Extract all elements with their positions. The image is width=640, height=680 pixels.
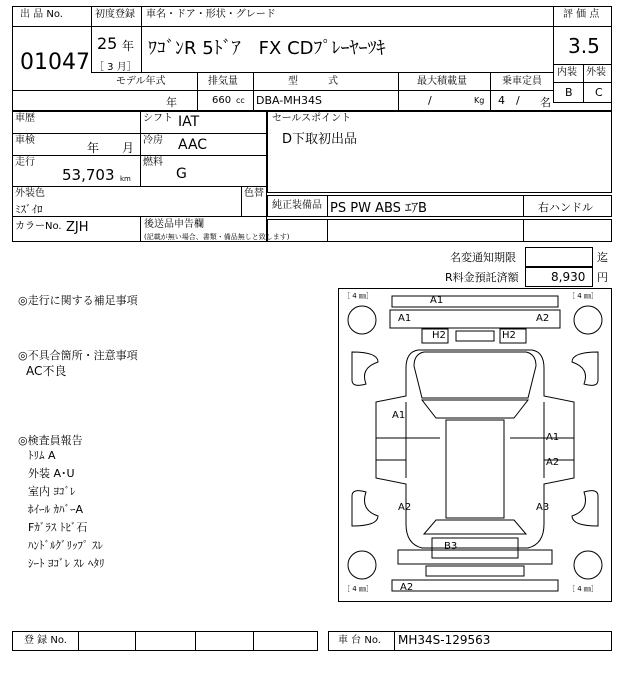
displacement-value: 660 xyxy=(212,95,232,106)
header-divider xyxy=(91,72,553,73)
first-reg-year-unit: 年 xyxy=(122,39,135,53)
inspector-title: ◎検査員報告 xyxy=(18,434,83,447)
first-reg-month: ［ 3 月］ xyxy=(94,62,137,73)
name-change-box xyxy=(525,247,593,267)
mileage-unit: km xyxy=(120,175,131,183)
header-divider xyxy=(141,6,142,26)
displacement-unit: cc xyxy=(236,96,245,105)
name-change-unit: 迄 xyxy=(597,251,608,264)
damage-mark: B3 xyxy=(444,541,458,552)
color-no-value: ZJH xyxy=(66,220,89,235)
blank-row-divider xyxy=(327,219,328,242)
recycle-value: 8,930 xyxy=(551,270,586,284)
inspector-line: ﾄﾘﾑ A xyxy=(28,449,56,462)
front-fender-right xyxy=(572,352,598,385)
inspector-line: ｼｰﾄ ﾖｺﾞﾚ ｽﾚ ﾍﾀﾘ xyxy=(28,557,105,570)
inspector-line: 室内 ﾖｺﾞﾚ xyxy=(28,485,76,498)
interior-grade: B xyxy=(565,86,573,99)
wheel-rear-left xyxy=(348,551,376,579)
tire-depth-front-right: ［ 4 ㎜］ xyxy=(568,292,598,300)
footer-divider xyxy=(78,631,79,651)
car-name-label: 車名・ドア・形状・グレード xyxy=(146,9,276,20)
model-year-unit: 年 xyxy=(166,96,177,109)
shift-label: シフト xyxy=(143,113,173,124)
driving-notes-title: ◎走行に関する補足事項 xyxy=(18,294,138,307)
recycle-label: R料金預託済額 xyxy=(445,271,519,284)
color-change-label: 色替 xyxy=(244,188,264,199)
exterior-color-value: ﾐｽﾞｲﾛ xyxy=(15,203,43,216)
rear-bumper-panel xyxy=(392,580,558,591)
aircon-value: AAC xyxy=(178,137,208,153)
hood xyxy=(414,352,536,398)
steering-side: 右ハンドル xyxy=(538,201,593,214)
footer-divider xyxy=(253,631,254,651)
type-label: 型 式 xyxy=(288,76,338,87)
car-name: ﾜｺﾞﾝR 5ﾄﾞｱ FX CDﾌﾟﾚｰﾔｰﾂｷ xyxy=(148,38,386,59)
damage-mark: A1 xyxy=(392,410,406,421)
aircon-label: 冷房 xyxy=(143,135,163,146)
rear-fender-right xyxy=(572,491,598,526)
header-divider xyxy=(553,6,554,102)
damage-mark: A1 xyxy=(398,313,412,324)
tire-depth-front-left: ［ 4 ㎜］ xyxy=(343,292,373,300)
inspection-label: 車検 xyxy=(15,135,35,146)
inspection-year-unit: 年 xyxy=(87,141,100,155)
lot-no-value: 01047 xyxy=(20,50,90,75)
details-divider xyxy=(12,133,267,134)
damage-mark: A3 xyxy=(536,502,550,513)
model-divider xyxy=(490,72,491,111)
color-no-label: カラーNo. xyxy=(15,221,62,232)
footer-divider xyxy=(195,631,196,651)
header-divider xyxy=(553,102,612,103)
footer-divider xyxy=(135,631,136,651)
damage-mark: H2 xyxy=(502,330,516,341)
score-label: 評 価 点 xyxy=(563,9,600,20)
sales-point-label: セールスポイント xyxy=(272,113,352,124)
front-panel xyxy=(390,310,560,328)
grille xyxy=(456,331,494,341)
roof xyxy=(446,420,504,518)
rear-fender-left xyxy=(352,491,378,526)
max-load-slash: / xyxy=(428,94,432,107)
damage-mark: A2 xyxy=(536,313,550,324)
blank-row-divider xyxy=(523,219,524,242)
inspector-line: ﾊﾝﾄﾞﾙｸﾞﾘｯﾌﾟ ｽﾚ xyxy=(28,539,103,552)
tire-depth-rear-right: ［ 4 ㎜］ xyxy=(568,585,598,593)
chassis-no-label: 車 台 No. xyxy=(338,635,381,646)
capacity-label: 乗車定員 xyxy=(502,76,542,87)
fuel-value: G xyxy=(176,166,187,182)
inspector-line: 外装 A･U xyxy=(28,467,75,480)
windshield xyxy=(422,400,528,418)
exterior-grade: C xyxy=(595,86,603,99)
equipment-value: PS PW ABS ｴｱB xyxy=(330,201,427,216)
fuel-label: 燃料 xyxy=(143,157,163,168)
rear-light-bar xyxy=(426,566,524,576)
aftermarket-label: 後送品申告欄 xyxy=(144,219,204,230)
displacement-label: 排気量 xyxy=(208,76,238,87)
details-divider xyxy=(12,186,267,187)
damage-mark: A2 xyxy=(400,582,414,593)
name-change-label: 名変通知期限 xyxy=(450,251,516,264)
wheel-rear-right xyxy=(574,551,602,579)
header-divider xyxy=(12,26,91,27)
type-code: DBA-MH34S xyxy=(256,94,323,107)
header-divider xyxy=(583,64,584,102)
header-divider xyxy=(91,6,92,72)
damage-mark: H2 xyxy=(432,330,446,341)
header-divider xyxy=(12,90,553,91)
max-load-unit: Kg xyxy=(474,96,485,105)
model-divider xyxy=(197,72,198,111)
inspection-month-unit: 月 xyxy=(122,141,135,155)
damage-mark: A2 xyxy=(398,502,412,513)
capacity-unit: 名 xyxy=(540,96,551,109)
chassis-no-value: MH34S-129563 xyxy=(398,633,491,647)
equipment-divider xyxy=(523,195,524,217)
car-diagram xyxy=(338,288,612,602)
front-bumper-panel xyxy=(392,296,558,307)
shift-value: IAT xyxy=(178,114,200,130)
recycle-unit: 円 xyxy=(597,271,608,284)
footer-divider xyxy=(394,631,395,651)
header-divider xyxy=(91,26,553,27)
max-load-label: 最大積載量 xyxy=(417,76,467,87)
equipment-label: 純正装備品 xyxy=(272,200,322,211)
model-divider xyxy=(398,72,399,111)
defect-notes-text: AC不良 xyxy=(26,364,67,378)
equipment-divider xyxy=(327,195,328,217)
tire-depth-rear-left: ［ 4 ㎜］ xyxy=(343,585,373,593)
inspector-line: Fｶﾞﾗｽ ﾄﾋﾞ石 xyxy=(28,521,88,534)
sales-point-value: D下取初出品 xyxy=(282,132,358,147)
score-value: 3.5 xyxy=(568,34,600,58)
aftermarket-note: (記載が無い場合、書類・備品無しと致します) xyxy=(144,233,290,241)
capacity-value: 4 xyxy=(498,94,505,107)
blank-row-frame xyxy=(267,219,612,242)
exterior-label: 外装 xyxy=(586,67,606,78)
lot-no-label: 出 品 No. xyxy=(20,9,63,20)
rear-panel xyxy=(398,550,552,564)
model-year-label: モデル年式 xyxy=(116,76,166,87)
header-divider xyxy=(141,26,142,72)
exterior-color-label: 外装色 xyxy=(15,188,45,199)
history-label: 車歴 xyxy=(15,113,35,124)
mileage-label: 走行 xyxy=(15,157,35,168)
details-divider xyxy=(140,216,141,242)
wheel-front-left xyxy=(348,306,376,334)
defect-notes-title: ◎不具合箇所・注意事項 xyxy=(18,349,138,362)
front-fender-left xyxy=(352,352,378,385)
registration-no-label: 登 録 No. xyxy=(24,635,67,646)
mileage-value: 53,703 xyxy=(62,166,115,184)
model-divider xyxy=(253,72,254,111)
details-divider xyxy=(140,111,141,186)
damage-mark: A1 xyxy=(546,432,560,443)
capacity-slash: / xyxy=(516,94,520,107)
details-divider xyxy=(12,155,267,156)
damage-mark: A2 xyxy=(546,457,560,468)
inspector-line: ﾎｲｰﾙ ｶﾊﾞｰA xyxy=(28,503,84,516)
details-divider xyxy=(241,186,242,216)
first-reg-year: 25 xyxy=(97,34,118,53)
first-reg-label: 初度登録 xyxy=(95,9,135,20)
interior-label: 内装 xyxy=(557,67,577,78)
wheel-front-right xyxy=(574,306,602,334)
header-divider xyxy=(553,26,612,27)
rear-window xyxy=(424,520,526,534)
damage-mark: A1 xyxy=(430,295,444,306)
